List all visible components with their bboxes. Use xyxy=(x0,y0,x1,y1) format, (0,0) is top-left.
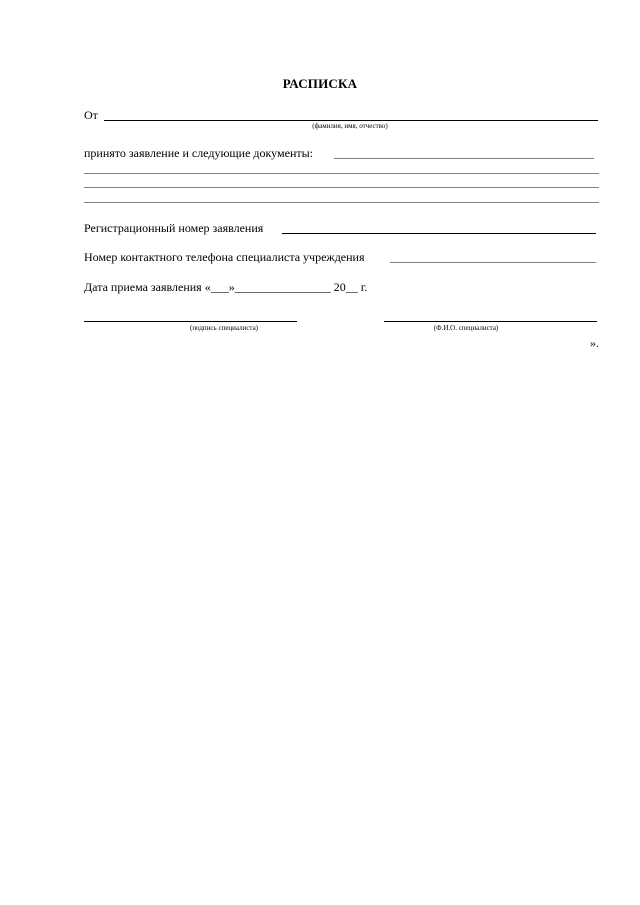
from-name-caption: (фамилия, имя, отчество) xyxy=(312,122,388,130)
closing-mark: ». xyxy=(590,336,599,350)
contact-phone-label: Номер контактного телефона специалиста учреждения xyxy=(84,250,365,264)
registration-number-label: Регистрационный номер заявления xyxy=(84,221,264,235)
specialist-fio-line[interactable] xyxy=(384,321,597,322)
contact-phone-line[interactable] xyxy=(390,262,596,263)
document-title: РАСПИСКА xyxy=(282,76,358,91)
from-name-line[interactable] xyxy=(104,120,598,121)
documents-line-2[interactable] xyxy=(84,173,599,174)
specialist-fio-caption: (Ф.И.О. специалиста) xyxy=(433,324,499,332)
application-date-label: Дата приема заявления «___»________________ 20__ г. xyxy=(84,280,368,294)
documents-line-4[interactable] xyxy=(84,202,599,203)
documents-line-1[interactable] xyxy=(334,158,594,159)
accepted-documents-label: принято заявление и следующие документы: xyxy=(84,146,314,160)
registration-number-line[interactable] xyxy=(282,233,596,234)
specialist-signature-caption: (подпись специалиста) xyxy=(189,324,259,332)
from-label: От xyxy=(84,108,98,122)
specialist-signature-line[interactable] xyxy=(84,321,297,322)
documents-line-3[interactable] xyxy=(84,187,599,188)
